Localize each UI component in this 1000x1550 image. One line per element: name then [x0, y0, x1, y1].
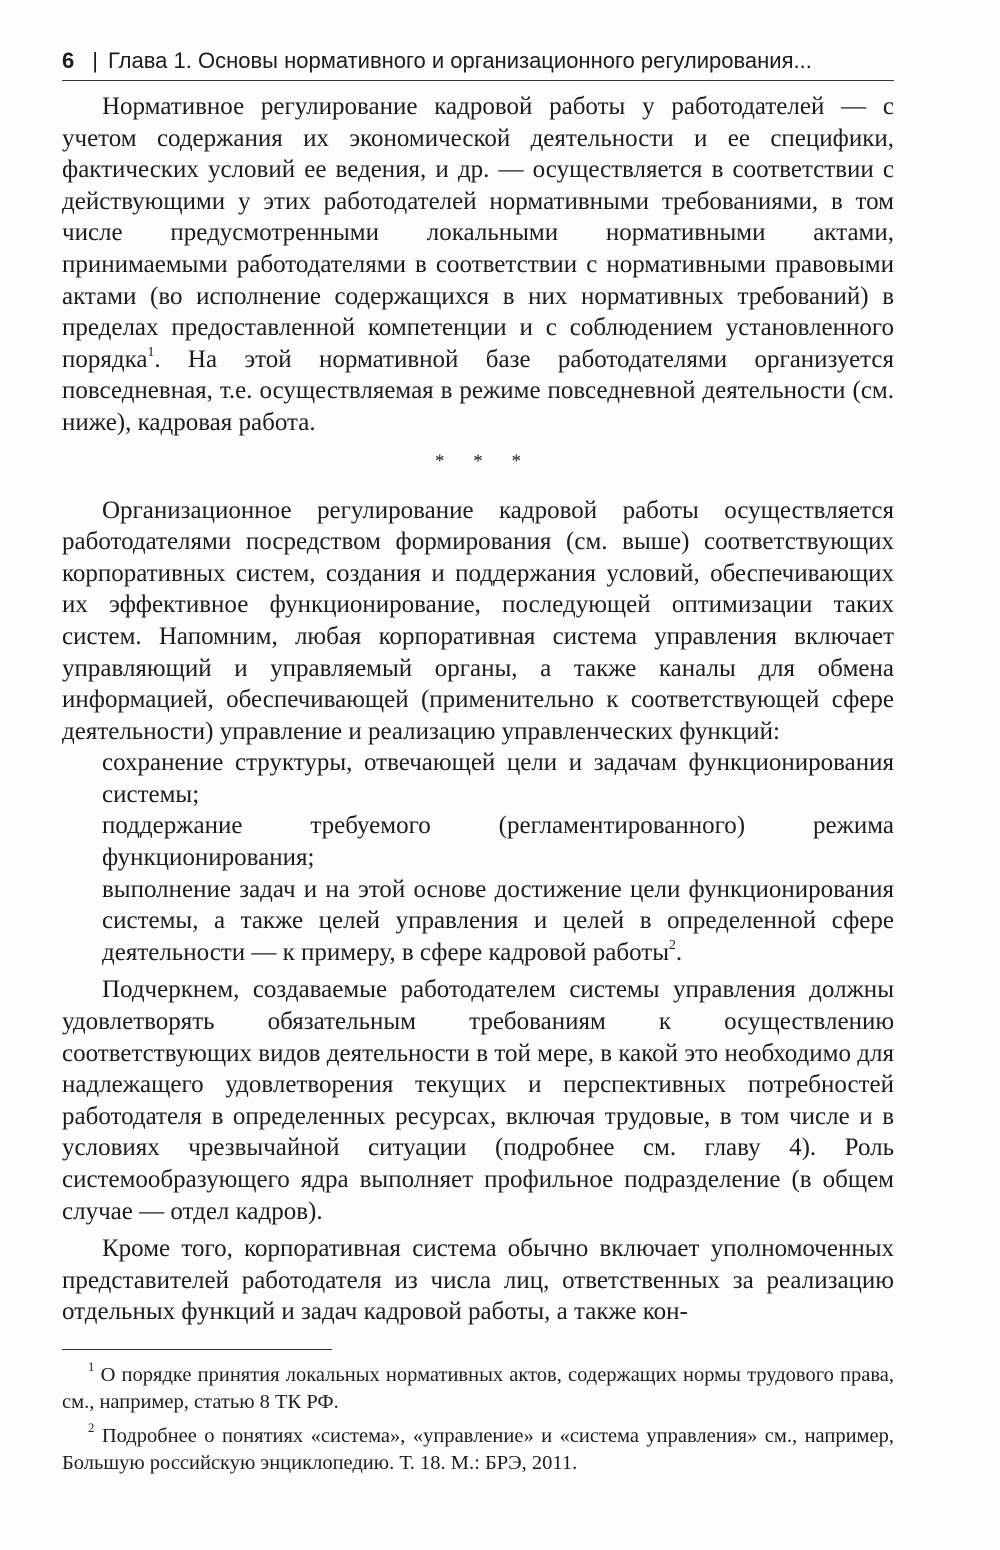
list-item: сохранение структуры, отвечающей цели и задачам функционирования системы; — [102, 749, 894, 808]
running-header — [62, 44, 894, 81]
paragraph-organizational-regulation: Организационное регулирование кадровой работы осуществляется работодателями посредством формирования (см. выше) соответствующих корпоративных систем, создания и поддержания условий, обеспечивающих их эффективное функционирование, последующей оптимизации таких систем. Напомним, любая корпоративная система управления включает управляющий и управляемый органы, а также каналы для обмена информацией, обеспечивающей (применительно к соответствующей сфере деятельности) управление и реализацию управленческих функций: — [62, 496, 894, 745]
main-text — [62, 91, 894, 1328]
list-item — [62, 874, 894, 969]
footnote-1 — [62, 1359, 895, 1416]
paragraph-text-tail: . На этой нормативной базе работодателями организуется повседневная, т.е. осуществляемая в режиме повседневной деятельности (см. ниже), кадровая работа. — [62, 345, 894, 436]
header-separator: | — [92, 48, 98, 73]
footnote-mark: 1 — [88, 1359, 95, 1374]
paragraph-corporate-system: Кроме того, корпоративная система обычно включает уполномоченных представителей работодателя из числа лиц, ответственных за реализацию отдельных функций и задач кадровой работы, а также кон- — [62, 1235, 894, 1326]
footnote-2 — [62, 1420, 895, 1477]
chapter-title: Глава 1. Основы нормативного и организационного регулирования... — [107, 48, 812, 73]
footnote-text: Подробнее о понятиях «система», «управление» и «система управления» см., например, Большую российскую энциклопедию. Т. 18. М.: БРЭ, 2011. — [62, 1425, 895, 1474]
footnote-ref-2[interactable]: 2 — [669, 936, 676, 952]
list-item-text: выполнение задач и на этой основе достижение цели функционирования системы, а также целей управления и целей в определенной сфере деятельности — к примеру, в сфере кадровой работы — [102, 875, 894, 966]
paragraph-text: Нормативное регулирование кадровой работы у работодателей — с учетом содержания их экономической деятельности и ее специфики, фактических условий ее ведения, и др. — осуществляется в соответствии с действующими у этих работодателей нормативными требованиями, в том числе предусмотренными локальными нормативными актами, принимаемыми работодателями в соответствии с нормативными правовыми актами (во исполнение содержащихся в них нормативных требований) в пределах предоставленной компетенции и с соблюдением установленного порядка — [62, 93, 894, 373]
footnote-ref-1[interactable]: 1 — [147, 343, 155, 359]
footnote-text: О порядке принятия локальных нормативных актов, содержащих нормы трудового права, см., например, статью 8 ТК РФ. — [62, 1364, 895, 1413]
list-item-tail: . — [675, 938, 683, 966]
page-number: 6 — [62, 48, 75, 73]
footnotes — [62, 1359, 895, 1484]
paragraph-management-systems: Подчеркнем, создаваемые работодателем системы управления должны удовлетворять обязательным требованиям к осуществлению соответствующих видов деятельности в той мере, в какой это необходимо для надлежащего удовлетворения текущих и перспективных потребностей работодателя в определенных ресурсах, включая трудовые, в том числе и в условиях чрезвычайной ситуации (подробнее см. главу 4). Роль системообразующего ядра выполняет профильное подразделение (в общем случае — отдел кадров). — [62, 976, 894, 1225]
footnote-mark: 2 — [88, 1420, 95, 1435]
paragraph-normative-regulation — [62, 91, 894, 439]
list-item: поддержание требуемого (регламентированного) режима функционирования; — [102, 812, 894, 872]
section-divider: * * * — [435, 450, 533, 472]
footnote-divider — [62, 1349, 332, 1350]
